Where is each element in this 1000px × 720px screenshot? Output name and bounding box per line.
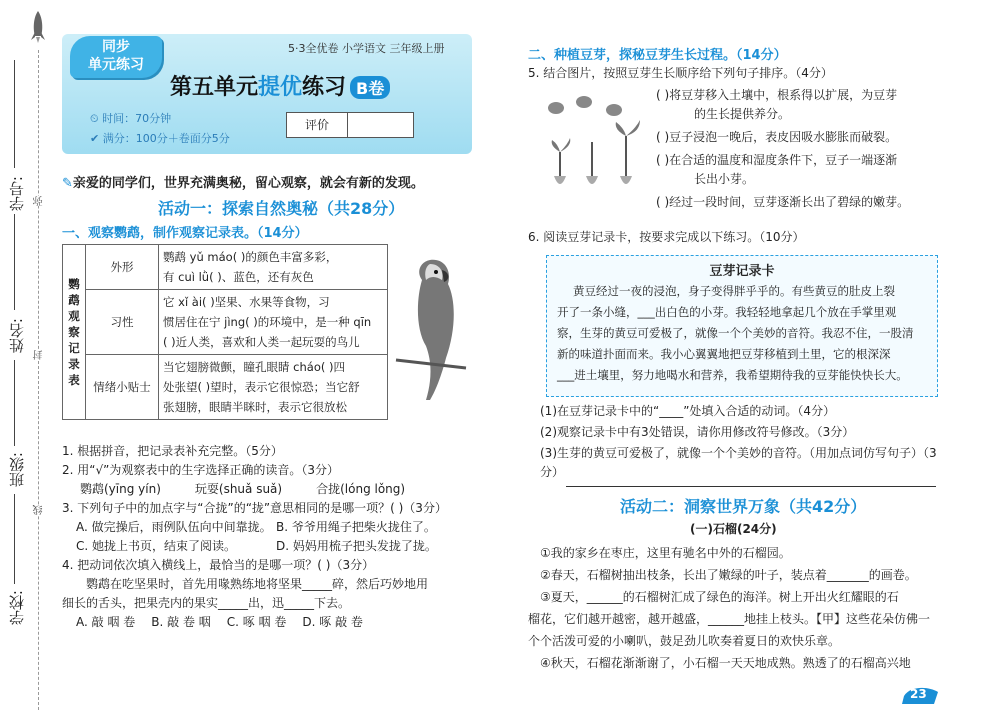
passage-line: 榴花，它们越开越密，越开越盛，______地挂上枝头。【甲】这些花朵仿佛一 xyxy=(528,612,931,626)
q6-sub: (2)观察记录卡中有3处错误，请你用修改符号修改。（3分） xyxy=(540,425,855,439)
q5-item[interactable]: ( )在合适的温度和湿度条件下，豆子一端逐渐 xyxy=(656,153,898,167)
q5-item-cont: 的生长提供养分。 xyxy=(694,107,791,121)
xuehao-line xyxy=(14,60,15,168)
intro-text: ✎亲爱的同学们，世界充满奥秘，留心观察，就会有新的发现。 xyxy=(62,176,424,191)
q6-sub: (1)在豆芽记录卡中的“____”处填入合适的动词。（4分） xyxy=(540,404,836,418)
observation-table-wrap xyxy=(62,244,388,420)
left-questions xyxy=(62,442,472,632)
table-side-label: 鹦鹉观察记录表 xyxy=(63,245,86,420)
passage-line: 个个活泼可爱的小喇叭，鼓足劲儿吹奏着夏日的欢快乐章。 xyxy=(528,634,841,648)
passage-line: ①我的家乡在枣庄，这里有驰名中外的石榴园。 xyxy=(540,546,791,560)
q6-sub: (3)生芽的黄豆可爱极了，就像一个个美妙的音符。（用加点词仿写句子）（3分） xyxy=(540,446,937,479)
q4-option[interactable]: A. 敲 咽 卷 xyxy=(76,615,136,629)
passage-line: ④秋天，石榴花渐渐谢了，小石榴一天天地成熟。熟透了的石榴高兴地 xyxy=(540,656,911,670)
q4-text-line: 细长的舌头，把果壳内的果实_____出，迅_____下去。 xyxy=(62,596,351,610)
divider xyxy=(566,486,936,487)
q2-option[interactable]: 玩耍(shuǎ suǎ) xyxy=(194,482,283,496)
q3-option[interactable]: B. 爷爷用绳子把柴火拢住了。 xyxy=(276,520,436,534)
xian-mark: 线 xyxy=(34,505,45,515)
q4-option[interactable]: D. 啄 敲 卷 xyxy=(302,615,363,629)
xingming-label: 姓名: xyxy=(8,318,26,354)
q5-item[interactable]: ( )经过一段时间，豆芽逐渐长出了碧绿的嫩芽。 xyxy=(656,195,910,209)
q2-options xyxy=(62,480,472,499)
q2-option[interactable]: 合拢(lóng lǒng) xyxy=(316,482,406,496)
q3-options xyxy=(62,518,472,556)
q2-option[interactable]: 鹦鹉(yīng yín) xyxy=(80,482,161,496)
score-info: ✔ 满分：100分＋卷面分5分 xyxy=(90,132,230,145)
q4: 4. 把动词依次填入横线上，最恰当的是哪一项？( )（3分） xyxy=(62,558,375,572)
sync-badge: 同步 单元练习 xyxy=(70,36,162,78)
xuexiao-label: 学校: xyxy=(8,590,26,626)
pen-icon: ✎ xyxy=(62,176,73,191)
q5-item-cont: 长出小芽。 xyxy=(694,172,755,186)
series-label: 5·3全优卷 小学语文 三年级上册 xyxy=(288,42,445,55)
bean-growth-icon xyxy=(540,92,648,196)
feng-mark: 封 xyxy=(34,350,45,360)
banji-label: 班级: xyxy=(8,452,26,488)
shiliu-passage xyxy=(528,542,938,674)
q5-items xyxy=(656,86,938,212)
q1: 1. 根据拼音，把记录表补充完整。（5分） xyxy=(62,444,283,458)
xuexiao-line xyxy=(14,494,15,584)
q4-options xyxy=(62,613,472,632)
section1-title: 一、观察鹦鹉，制作观察记录表。（14分） xyxy=(62,226,308,241)
parrot-icon xyxy=(386,250,472,400)
card-line: 新的味道扑面而来。我小心翼翼地把豆芽移植到土里，它的根深深 xyxy=(557,347,891,361)
xingming-line xyxy=(14,214,15,310)
q3: 3. 下列句子中的加点字与“合拢”的“拢”意思相同的是哪一项？( )（3分） xyxy=(62,501,447,515)
observation-table xyxy=(62,244,388,420)
q4-text-line: 鹦鹉在吃坚果时，首先用喙熟练地将坚果_____碎，然后巧妙地用 xyxy=(86,577,429,591)
row-label: 习性 xyxy=(86,290,159,355)
passage-line: ②春天，石榴树抽出枝条，长出了嫩绿的叶子，装点着_______的画卷。 xyxy=(540,568,917,582)
time-info: ⏲ 时间：70分钟 xyxy=(90,112,172,125)
activity2-title: 活动二：洞察世界万象（共42分） xyxy=(620,497,867,516)
section2-title: 二、种植豆芽，探秘豆芽生长过程。（14分） xyxy=(528,48,787,63)
q4-option[interactable]: C. 啄 咽 卷 xyxy=(226,615,287,629)
card-line: 察，生芽的黄豆可爱极了，就像一个个美妙的音符。我忍不住，一股清 xyxy=(557,326,914,340)
activity1-title: 活动一：探索自然奥秘（共28分） xyxy=(158,199,405,218)
page-title: 第五单元提优练习 B卷 xyxy=(170,70,390,101)
card-title: 豆芽记录卡 xyxy=(709,264,775,279)
q5-item[interactable]: ( )豆子浸泡一晚后，表皮因吸水膨胀而破裂。 xyxy=(656,130,898,144)
bean-record-card xyxy=(546,255,938,397)
banji-line xyxy=(14,360,15,446)
q4-option[interactable]: B. 敲 卷 咽 xyxy=(151,615,211,629)
passage-line: ③夏天，______的石榴树汇成了绿色的海洋。树上开出火红耀眼的石 xyxy=(540,590,899,604)
shiliu-title: (一)石榴(24分) xyxy=(690,522,777,536)
binding-strip xyxy=(0,0,52,720)
card-line: 开了一条小缝，___出白色的小芽。我轻轻地拿起几个放在手掌里观 xyxy=(557,305,897,319)
row-label: 外形 xyxy=(86,245,159,290)
table-cell[interactable]: 当它翅膀微颤，瞳孔眼睛 cháo( )四 处张望( )望时，表示它很惊恐；当它舒 张翅膀，眼睛半眯时，表示它很放松 xyxy=(159,355,388,420)
cut-line xyxy=(38,50,39,710)
table-cell[interactable]: 鹦鹉 yǔ máo( )的颜色丰富多彩， 有 cuì lǜ( )、蓝色，还有灰色 xyxy=(159,245,388,290)
card-line: 黄豆经过一夜的浸泡，身子变得胖乎乎的。有些黄豆的肚皮上裂 xyxy=(573,284,895,298)
row-label: 情绪小贴士 xyxy=(86,355,159,420)
q6: 6. 阅读豆芽记录卡，按要求完成以下练习。（10分） xyxy=(528,230,805,244)
q5: 5. 结合图片，按照豆芽生长顺序给下列句子排序。（4分） xyxy=(528,66,833,80)
q2: 2. 用“√”为观察表中的生字选择正确的读音。（3分） xyxy=(62,463,339,477)
q5-item[interactable]: ( )将豆芽移入土壤中，根系得以扩展，为豆芽 xyxy=(656,88,898,102)
juan-badge: B卷 xyxy=(350,76,390,99)
page-number: 23 xyxy=(910,687,927,701)
q3-option[interactable]: C. 她拢上书页，结束了阅读。 xyxy=(76,539,237,553)
rocket-icon xyxy=(30,10,46,44)
table-cell[interactable]: 它 xǐ ài( )坚果、水果等食物，习 惯居住在宁 jìng( )的环境中，是一种 qīn ( )近人类，喜欢和人类一起玩耍的鸟儿 xyxy=(159,290,388,355)
q6-subquestions xyxy=(540,402,940,482)
q3-option[interactable]: D. 妈妈用梳子把头发拢了拢。 xyxy=(276,539,437,553)
card-line: ___进土壤里，努力地喝水和营养，我希望期待我的豆芽能快快长大。 xyxy=(557,368,908,382)
evaluation-box[interactable]: 评价 xyxy=(286,112,414,138)
q3-option[interactable]: A. 做完操后，雨例队伍向中间靠拢。 xyxy=(76,520,272,534)
xuehao-label: 学号: xyxy=(8,176,26,212)
mi-mark: 弥 xyxy=(34,196,45,206)
